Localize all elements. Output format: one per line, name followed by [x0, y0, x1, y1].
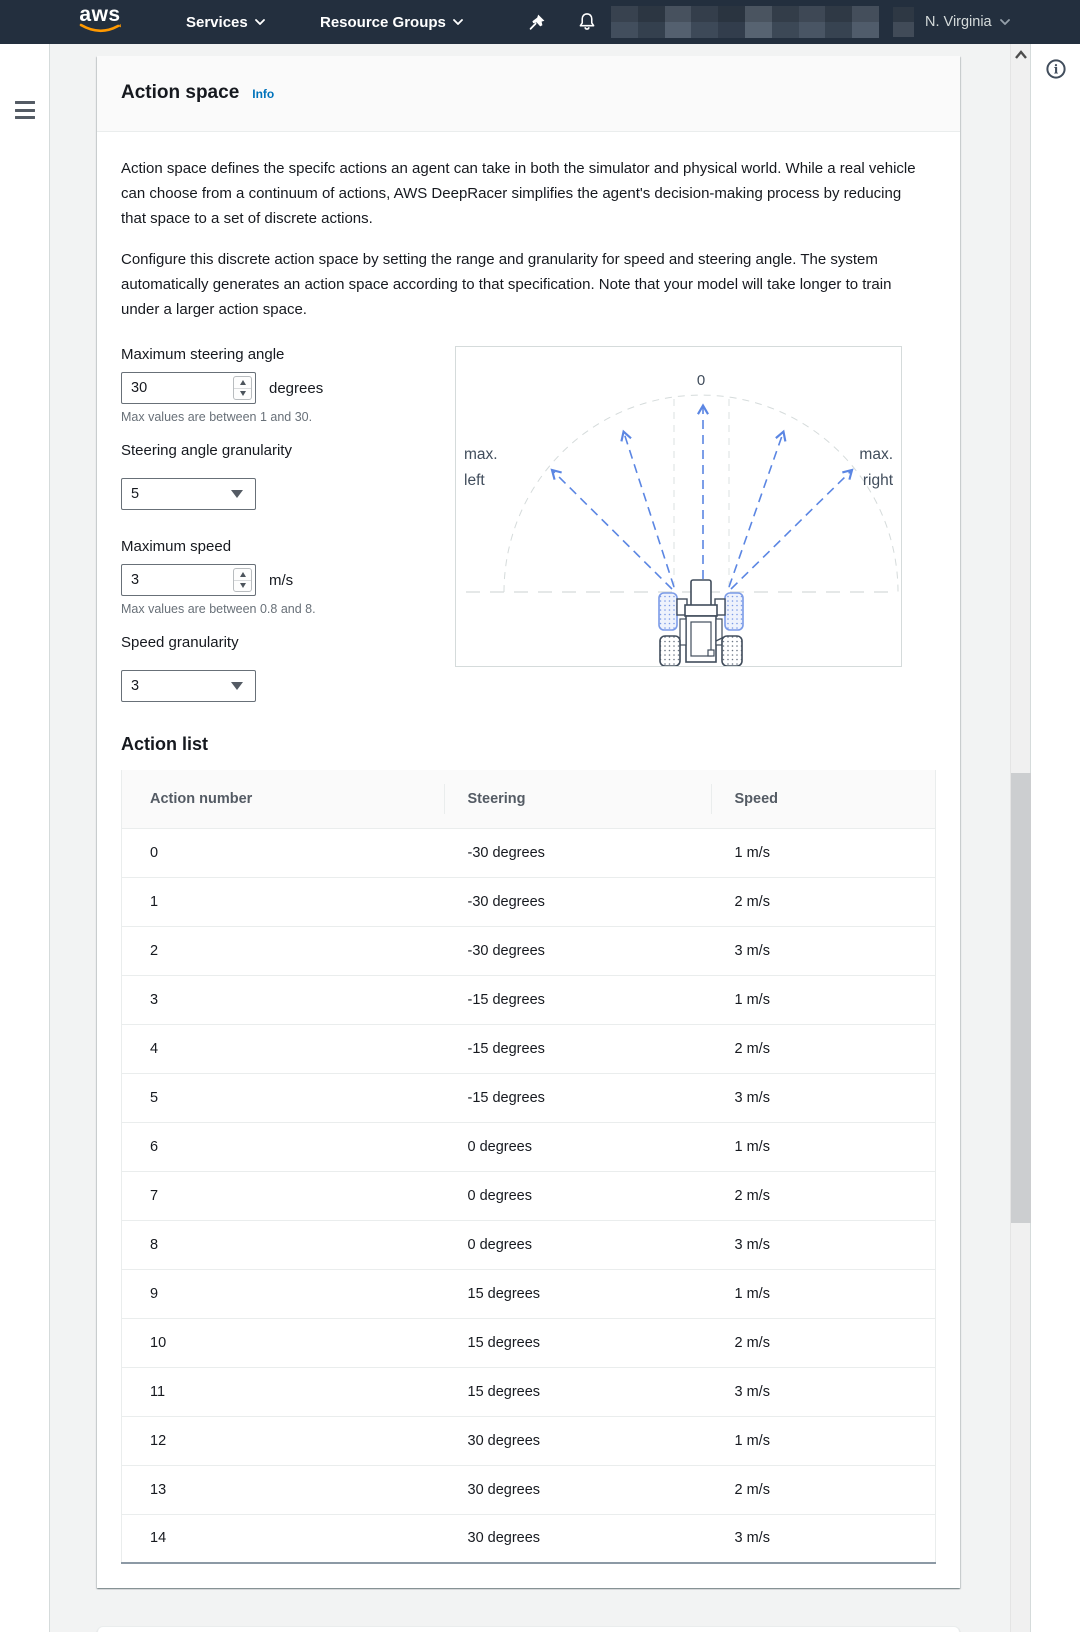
region-selector[interactable] — [925, 14, 1010, 30]
scrollbar-thumb[interactable] — [1011, 773, 1031, 1223]
aws-logo[interactable] — [74, 4, 126, 40]
steering-granularity-value: 5 — [131, 486, 140, 502]
table-header-row — [122, 770, 936, 828]
info-link[interactable]: Info — [252, 87, 275, 101]
steering-cell: -30 degrees — [444, 877, 711, 926]
max-speed-label: Maximum speed — [121, 538, 232, 555]
table-row — [122, 1514, 936, 1563]
action-number-cell: 11 — [122, 1367, 444, 1416]
table-row — [122, 1416, 936, 1465]
table-row — [122, 1269, 936, 1318]
max-steering-hint: Max values are between 1 and 30. — [121, 410, 313, 424]
column-header-action-number: Action number — [122, 770, 444, 828]
action-number-cell: 4 — [122, 1024, 444, 1073]
redacted-account-menu[interactable] — [611, 6, 879, 38]
region-label: N. Virginia — [925, 14, 992, 30]
nav-services-menu[interactable] — [186, 14, 265, 31]
help-panel-rail — [1030, 44, 1080, 1632]
info-circle-icon[interactable] — [1045, 58, 1067, 80]
number-spinner[interactable] — [233, 376, 252, 400]
action-number-cell: 1 — [122, 877, 444, 926]
action-list-title: Action list — [121, 734, 209, 754]
main-content — [51, 44, 1009, 1632]
action-list-table — [121, 770, 936, 1564]
speed-cell: 1 m/s — [711, 1122, 936, 1171]
column-header-speed: Speed — [711, 770, 936, 828]
nav-resource-groups-label: Resource Groups — [320, 13, 446, 31]
redacted-block — [893, 7, 914, 37]
table-row — [122, 1318, 936, 1367]
max-steering-unit: degrees — [269, 379, 324, 397]
left-sidebar-rail — [0, 44, 50, 1632]
action-number-cell: 8 — [122, 1220, 444, 1269]
speed-cell: 3 m/s — [711, 1073, 936, 1122]
steering-granularity-label: Steering angle granularity — [121, 442, 292, 459]
description-paragraph-1: Action space defines the specifc actions an agent can take in both the simulator and physical world. While a real vehicle can choose from a continuum of actions, AWS DeepRacer simplifies the agent's decision-making process by reducing that space to a set of discrete actions. — [121, 160, 916, 227]
steering-cell: 0 degrees — [444, 1220, 711, 1269]
table-row — [122, 1465, 936, 1514]
bell-icon — [576, 11, 598, 33]
select-caret-icon — [231, 682, 243, 690]
speed-granularity-select[interactable] — [121, 670, 256, 702]
page-title: Action space — [121, 82, 240, 103]
speed-cell: 1 m/s — [711, 1416, 936, 1465]
action-space-card — [97, 56, 960, 1588]
max-left-label-2: left — [464, 472, 485, 489]
steering-cell: 15 degrees — [444, 1318, 711, 1367]
zero-degree-label: 0 — [696, 372, 706, 389]
nav-resource-groups-menu[interactable] — [320, 14, 463, 31]
notifications-button[interactable] — [570, 0, 604, 44]
steering-cell: -15 degrees — [444, 1073, 711, 1122]
action-number-cell: 13 — [122, 1465, 444, 1514]
card-header — [97, 56, 960, 132]
chevron-up-icon[interactable] — [1014, 50, 1028, 60]
steering-granularity-select[interactable] — [121, 478, 256, 510]
speed-cell: 2 m/s — [711, 1171, 936, 1220]
action-number-cell: 5 — [122, 1073, 444, 1122]
action-number-cell: 12 — [122, 1416, 444, 1465]
next-card-top-edge — [97, 1626, 960, 1632]
car-illustration — [659, 580, 743, 666]
action-number-cell: 7 — [122, 1171, 444, 1220]
pin-shortcut-button[interactable] — [520, 0, 554, 44]
steering-cell: 0 degrees — [444, 1122, 711, 1171]
speed-cell: 1 m/s — [711, 975, 936, 1024]
max-right-label-2: right — [862, 472, 893, 489]
column-header-steering: Steering — [444, 770, 711, 828]
steering-diagram — [455, 346, 902, 667]
spinner-down-icon[interactable] — [240, 583, 246, 588]
speed-granularity-label: Speed granularity — [121, 634, 239, 651]
steering-cell: 30 degrees — [444, 1465, 711, 1514]
max-left-label-1: max. — [464, 446, 498, 463]
speed-cell: 2 m/s — [711, 877, 936, 926]
action-space-form — [121, 346, 456, 702]
speed-granularity-value: 3 — [131, 678, 140, 694]
action-number-cell: 2 — [122, 926, 444, 975]
steering-cell: 15 degrees — [444, 1367, 711, 1416]
table-row — [122, 877, 936, 926]
spinner-up-icon[interactable] — [240, 380, 246, 385]
action-number-cell: 10 — [122, 1318, 444, 1367]
table-row — [122, 1220, 936, 1269]
aws-logo-text: aws — [79, 3, 121, 26]
top-navbar — [0, 0, 1080, 44]
speed-cell: 1 m/s — [734, 844, 770, 861]
steering-cell: 30 degrees — [444, 1416, 711, 1465]
speed-cell: 3 m/s — [711, 1220, 936, 1269]
page-scrollbar[interactable] — [1010, 44, 1030, 1632]
action-number-cell: 14 — [122, 1514, 444, 1563]
steering-range-arc — [504, 395, 898, 592]
speed-cell: 2 m/s — [711, 1465, 936, 1514]
number-spinner[interactable] — [233, 568, 252, 592]
chevron-down-icon — [255, 19, 265, 25]
action-number-cell: 6 — [122, 1122, 444, 1171]
pushpin-icon — [528, 13, 546, 31]
steering-cell: -15 degrees — [444, 1024, 711, 1073]
table-row — [122, 926, 936, 975]
speed-cell: 3 m/s — [711, 1514, 936, 1563]
action-number-cell: 9 — [122, 1269, 444, 1318]
max-speed-unit: m/s — [269, 571, 294, 589]
spinner-down-icon[interactable] — [240, 391, 246, 396]
table-row — [122, 1171, 936, 1220]
steering-cell: -30 degrees — [467, 844, 545, 861]
max-right-label-1: max. — [859, 446, 893, 463]
speed-cell: 1 m/s — [711, 1269, 936, 1318]
max-speed-hint: Max values are between 0.8 and 8. — [121, 602, 316, 616]
speed-cell: 3 m/s — [711, 926, 936, 975]
description-paragraph-2: Configure this discrete action space by setting the range and granularity for speed and steering angle. The system automatically generates an action space according to that specification. Note that your model will take longer to train under a larger action space. — [121, 251, 892, 318]
nav-services-label: Services — [186, 13, 248, 31]
select-caret-icon — [231, 490, 243, 498]
action-arrows — [553, 407, 851, 589]
table-row — [122, 1024, 936, 1073]
steering-cell: 15 degrees — [444, 1269, 711, 1318]
steering-cell: -30 degrees — [444, 926, 711, 975]
steering-cell: 30 degrees — [444, 1514, 711, 1563]
action-number-cell: 0 — [150, 844, 159, 861]
hamburger-menu-icon[interactable] — [15, 101, 35, 123]
spinner-up-icon[interactable] — [240, 572, 246, 577]
speed-cell: 2 m/s — [711, 1024, 936, 1073]
steering-cell: 0 degrees — [444, 1171, 711, 1220]
svg-text:i: i — [1053, 62, 1059, 77]
action-number-cell: 3 — [122, 975, 444, 1024]
chevron-down-icon — [453, 19, 463, 25]
speed-cell: 2 m/s — [711, 1318, 936, 1367]
table-row — [122, 1073, 936, 1122]
chevron-down-icon — [1000, 19, 1010, 25]
max-steering-label: Maximum steering angle — [121, 346, 285, 363]
table-row — [122, 975, 936, 1024]
table-row — [122, 828, 936, 877]
speed-cell: 3 m/s — [711, 1367, 936, 1416]
steering-cell: -15 degrees — [444, 975, 711, 1024]
table-row — [122, 1367, 936, 1416]
table-row — [122, 1122, 936, 1171]
